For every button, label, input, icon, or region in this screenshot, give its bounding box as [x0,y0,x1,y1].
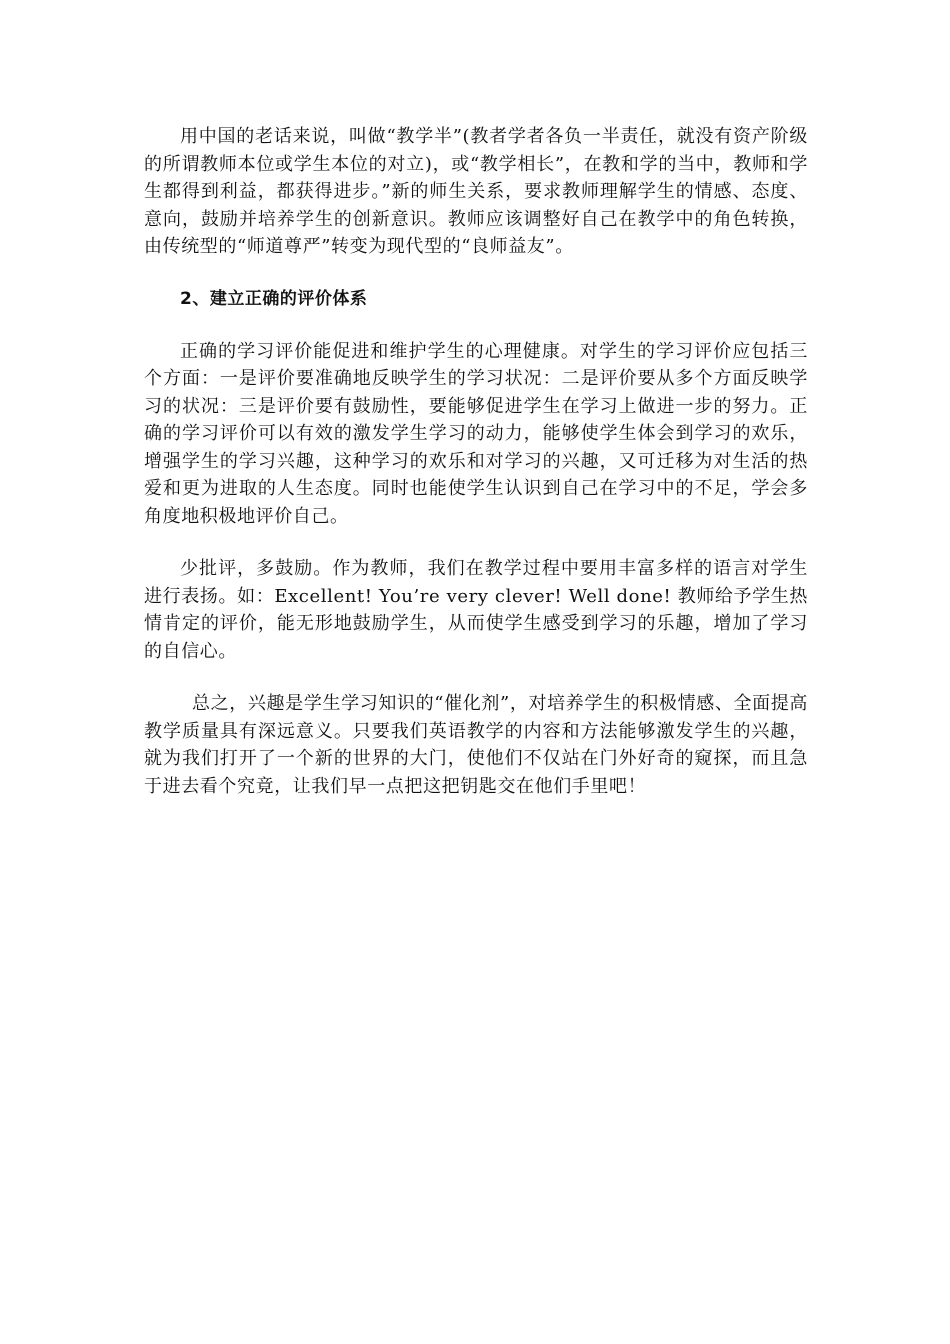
paragraph-teacher-student-relationship: 用中国的老话来说，叫做“教学半”(教者学者各负一半责任，就没有资产阶级的所谓教师本位或学生本位的对立)，或“教学相长”，在教和学的当中，教师和学生都得到利益，都获得进步。”新的师生关系，要求教师理解学生的情感、态度、意向，鼓励并培养学生的创新意识。教师应该调整好自己在教学中的角色转换，由传统型的“师道尊严”转变为现代型的“良师益友”。 [144,126,808,257]
paragraph-spacer [144,261,808,286]
paragraph-more-encouragement: 少批评，多鼓励。作为教师，我们在教学过程中要用丰富多样的语言对学生进行表扬。如：Excellent! You’re very clever! Well done! 教师给予学生热情肯定的评价，能无形地鼓励学生，从而使学生感受到学习的乐趣，增加了学习的自信心。 [144,558,808,662]
paragraph-spacer [144,313,808,338]
paragraph-learning-evaluation: 正确的学习评价能促进和维护学生的心理健康。对学生的学习评价应包括三个方面：一是评价要准确地反映学生的学习状况：二是评价要从多个方面反映学习的状况：三是评价要有鼓励性，要能够促进学生在学习上做进一步的努力。正确的学习评价可以有效的激发学生学习的动力，能够使学生体会到学习的欢乐，增强学生的学习兴趣，这种学习的欢乐和对学习的兴趣，又可迁移为对生活的热爱和更为进取的人生态度。同时也能使学生认识到自己在学习中的不足，学会多角度地积极地评价自己。 [144,340,808,527]
document-body [144,123,808,800]
paragraph-conclusion: 总之，兴趣是学生学习知识的“催化剂”，对培养学生的积极情感、全面提高教学质量具有深远意义。只要我们英语教学的内容和方法能够激发学生的兴趣，就为我们打开了一个新的世界的大门，使他们不仅站在门外好奇的窥探，而且急于进去看个究竟，让我们早一点把这把钥匙交在他们手里吧！ [144,693,808,797]
section-heading-evaluation-system: 2、建立正确的评价体系 [180,288,368,309]
paragraph-spacer [144,665,808,690]
paragraph-spacer [144,530,808,555]
